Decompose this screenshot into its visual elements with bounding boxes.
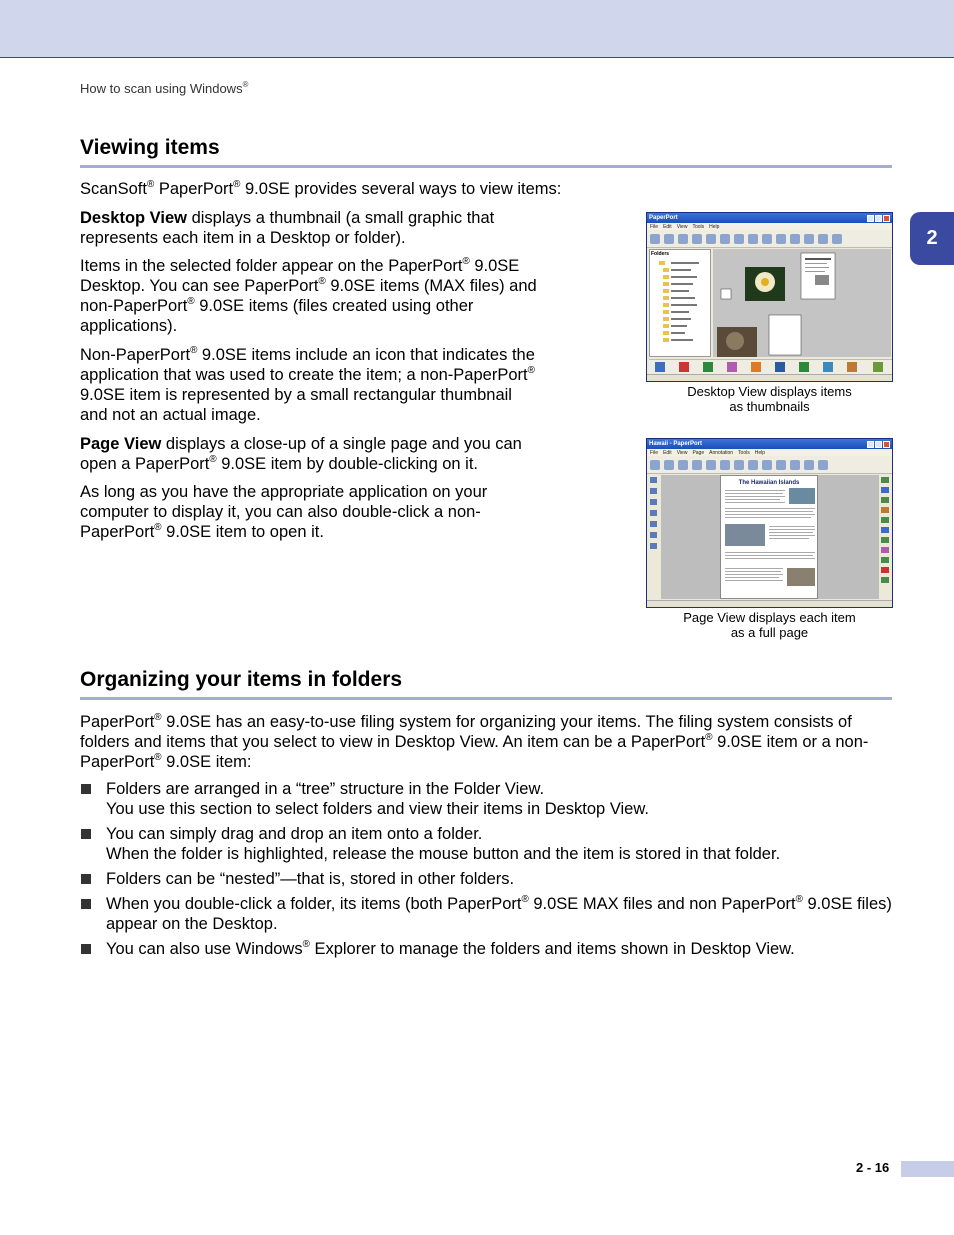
section-rule bbox=[80, 165, 892, 168]
bullet-square-icon bbox=[81, 899, 91, 909]
folder-bullet-list bbox=[80, 779, 892, 964]
desktop-view-paragraph: Desktop View displays a thumbnail (a small graphic that represents each item in a Desktop or folder). bbox=[80, 209, 495, 247]
folder-tree-icon bbox=[651, 257, 709, 353]
screenshot-toolbar bbox=[647, 456, 892, 474]
annotation-tools-icon bbox=[649, 475, 659, 555]
caption-page-view: Page View displays each item as a full page bbox=[683, 610, 856, 640]
list-item: You can simply drag and drop an item onto a folder. When the folder is highlighted, release the mouse button and the item is stored in that folder. bbox=[80, 824, 892, 864]
page-content-illustration bbox=[725, 486, 815, 596]
section-rule bbox=[80, 697, 892, 700]
app-icons-strip bbox=[651, 361, 891, 373]
list-item: You can also use Windows® Explorer to manage the folders and items shown in Desktop View. bbox=[80, 939, 892, 959]
maximize-icon bbox=[875, 215, 882, 222]
screenshot-menubar: File Edit View Tools Help bbox=[647, 223, 892, 230]
screenshot-statusbar bbox=[647, 374, 892, 381]
non-paperport-paragraph: Non-PaperPort® 9.0SE items include an icon that indicates the application that was used to create the item; a non-PaperPort® 9.0SE item is represented by a small rectangular thumbnail and not an actual image. bbox=[80, 344, 535, 424]
items-paragraph: Items in the selected folder appear on the PaperPort® 9.0SE Desktop. You can see PaperPort® 9.0SE items (MAX files) and non-PaperPort® 9.0SE items (files created using other applications). bbox=[80, 255, 537, 335]
minimize-icon bbox=[867, 215, 874, 222]
annotation-toolbar bbox=[649, 475, 659, 599]
running-head: How to scan using Windows® bbox=[80, 79, 249, 96]
section-title-organizing: Organizing your items in folders bbox=[80, 668, 403, 691]
folder-pane: Folders bbox=[649, 249, 711, 357]
bullet-square-icon bbox=[81, 829, 91, 839]
page-number: 2 - 16 bbox=[856, 1160, 890, 1175]
app-icons-strip bbox=[880, 475, 890, 595]
caption-desktop-view: Desktop View displays items as thumbnails bbox=[687, 384, 852, 414]
bullet-square-icon bbox=[81, 874, 91, 884]
maximize-icon bbox=[875, 441, 882, 448]
thumbnails-illustration bbox=[713, 249, 891, 357]
organizing-intro-paragraph: PaperPort® 9.0SE has an easy-to-use filing system for organizing your items. The filing system consists of folders and items that you select to view in Desktop View. An item can be a PaperPort® 9.0SE item or a non-PaperPort® 9.0SE item: bbox=[80, 711, 869, 771]
send-to-bar bbox=[649, 359, 892, 374]
application-paragraph: As long as you have the appropriate application on your computer to display it, you can also double-click a non-PaperPort® 9.0SE item to open it. bbox=[80, 483, 488, 541]
desktop-view-screenshot bbox=[646, 212, 893, 382]
list-item: Folders can be “nested”—that is, stored in other folders. bbox=[80, 869, 892, 889]
screenshot-statusbar bbox=[647, 600, 892, 607]
close-icon bbox=[883, 441, 890, 448]
section-title-viewing-items: Viewing items bbox=[80, 136, 220, 159]
list-item: Folders are arranged in a “tree” structure in the Folder View. You use this section to select folders and view their items in Desktop View. bbox=[80, 779, 892, 819]
document-page: The Hawaiian Islands bbox=[720, 475, 818, 599]
page-pane bbox=[661, 475, 879, 599]
send-to-toolbar bbox=[880, 475, 890, 599]
footer-band bbox=[901, 1161, 954, 1177]
screenshot-titlebar: Hawaii - PaperPort bbox=[647, 439, 892, 449]
screenshot-menubar: File Edit View Page Annotation Tools Help bbox=[647, 449, 892, 456]
chapter-tab: 2 bbox=[910, 212, 954, 265]
desktop-pane bbox=[713, 249, 891, 357]
header-band bbox=[0, 0, 954, 58]
bullet-square-icon bbox=[81, 784, 91, 794]
screenshot-titlebar: PaperPort bbox=[647, 213, 892, 223]
minimize-icon bbox=[867, 441, 874, 448]
intro-paragraph: ScanSoft® PaperPort® 9.0SE provides several ways to view items: bbox=[80, 178, 562, 198]
page-view-screenshot bbox=[646, 438, 893, 608]
bullet-square-icon bbox=[81, 944, 91, 954]
list-item: When you double-click a folder, its items (both PaperPort® 9.0SE MAX files and non PaperPort® 9.0SE files) appear on the Desktop. bbox=[80, 894, 892, 934]
page-view-paragraph: Page View displays a close-up of a single page and you can open a PaperPort® 9.0SE item by double-clicking on it. bbox=[80, 435, 522, 473]
close-icon bbox=[883, 215, 890, 222]
screenshot-toolbar bbox=[647, 230, 892, 248]
